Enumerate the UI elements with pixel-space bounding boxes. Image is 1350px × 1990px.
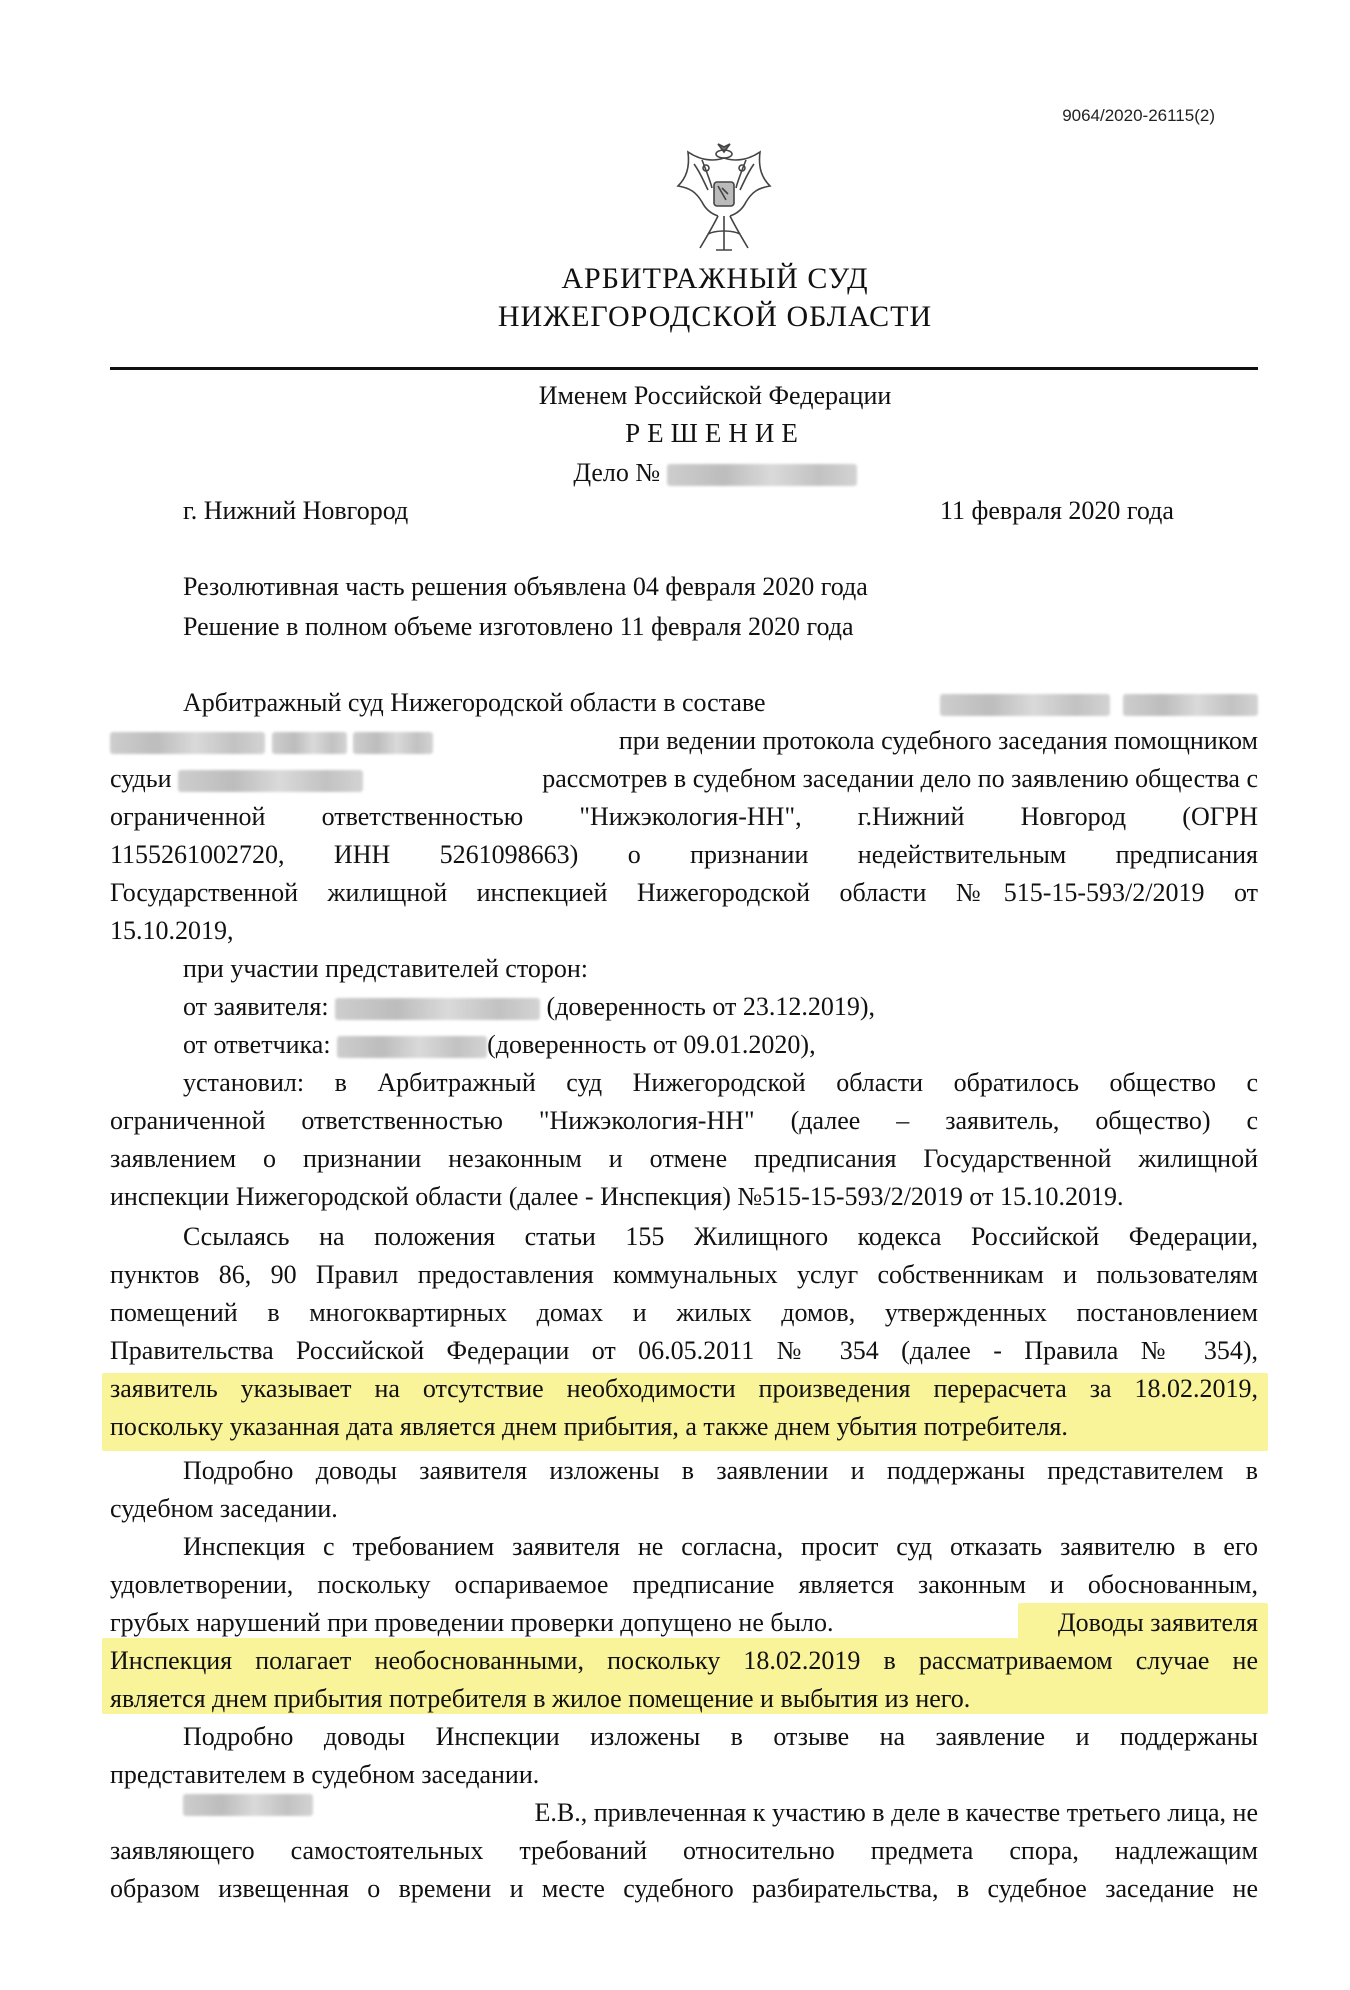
city: г. Нижний Новгород xyxy=(183,496,409,525)
paragraph-inspection-position: Инспекция с требованием заявителя не согласна, просит суд отказать заявителю в его удовлетворении, поскольку оспариваемое предписание является законным и обоснованным, грубых нарушений при проведении проверки допущено не было. Доводы заявителя Инспекция полагает необоснованными, поскольку 18.02.2019 в рассматриваемом случае не является днем прибытия потребителя в жилое помещение и выбытия из него. xyxy=(110,1532,1258,1713)
paragraph-court-composition: Арбитражный суд Нижегородской области в составе при ведении протокола судебного заседания помощником судьи рассмотрев в судебном заседании дело по заявлению общества с ограниченной ответственностью "Нижэкология-НН", г.Нижний Новгород (ОГРН 1155261002720, ИНН 5261098663) о признании недействительным предписания Государственной жилищной инспекцией Нижегородской области №515-15-593/2/2019 от 15.10.2019, при участии представителей сторон: от заявителя: (доверенность от 23.12.2019), от ответчика: (доверенность от 09.01.2020), xyxy=(110,684,1258,1064)
court-name-line-1: АРБИТРАЖНЫЙ СУД xyxy=(561,262,869,295)
paragraph-established: установил: в Арбитражный суд Нижегородской области обратилось общество с ограниченной ответственностью "Нижэкология-НН" (далее – заявитель, общество) с заявлением о признании незаконным и отмене предписания Государственной жилищной инспекции Нижегородской области (далее - Инспекция) №515-15-593/2/2019 от 15.10.2019. xyxy=(110,1068,1258,1211)
coat-of-arms-emblem xyxy=(672,138,776,256)
paragraph-applicant-position: Ссылаясь на положения статьи 155 Жилищного кодекса Российской Федерации, пунктов 86, 90 Правил предоставления коммунальных услуг собственникам и пользователям помещений в многоквартирных домах и жилых домов, утвержденных постановлением Правительства Российской Федерации от 06.05.2011 № 354 (далее - Правила № 354), заявитель указывает на отсутствие необходимости произведения перерасчета за 18.02.2019, поскольку указанная дата является днем прибытия, а также днем убытия потребителя. xyxy=(110,1222,1258,1441)
case-number xyxy=(40,458,1350,488)
paragraph-third-party: Е.В., привлеченная к участию в деле в качестве третьего лица, не заявляющего самостоятельных требований относительно предмета спора, надлежащим образом извещенная о времени и месте судебного разбирательства, в судебное заседание не xyxy=(110,1794,1258,1908)
document-number: 9064/2020-26115(2) xyxy=(1062,106,1215,125)
redacted-third-party-name xyxy=(183,1794,313,1816)
decision-date: 11 февраля 2020 года xyxy=(940,496,1174,525)
applicant-representative: от заявителя: (доверенность от 23.12.2019), xyxy=(183,992,876,1021)
resolution-announced: Резолютивная часть решения объявлена 04 февраля 2020 года xyxy=(183,572,868,601)
in-the-name-heading: Именем Российской Федерации xyxy=(538,381,892,410)
paragraph-inspection-arguments: Подробно доводы Инспекции изложены в отзыве на заявление и поддержаны представителем в судебном заседании. xyxy=(110,1722,1258,1789)
full-decision-made: Решение в полном объеме изготовлено 11 февраля 2020 года xyxy=(183,612,854,641)
header-divider xyxy=(110,367,1258,370)
redacted-case-number xyxy=(667,464,857,486)
case-label: Дело № xyxy=(573,458,661,487)
respondent-representative: от ответчика: (доверенность от 09.01.2020), xyxy=(183,1030,816,1059)
paragraph-applicant-arguments: Подробно доводы заявителя изложены в заявлении и поддержаны представителем в судебном заседании. xyxy=(110,1456,1258,1523)
court-name-line-2: НИЖЕГОРОДСКОЙ ОБЛАСТИ xyxy=(497,300,933,333)
decision-heading: РЕШЕНИЕ xyxy=(625,418,805,448)
